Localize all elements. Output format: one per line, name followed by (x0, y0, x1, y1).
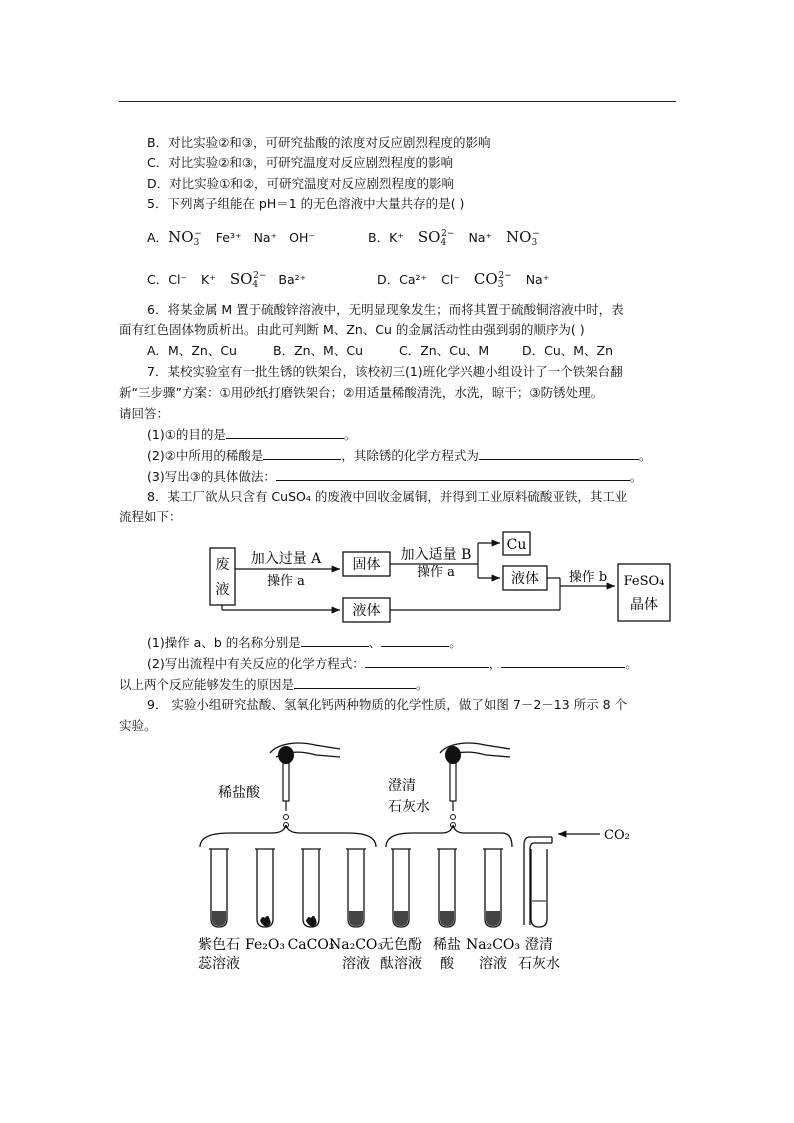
answer-blank (365, 655, 489, 668)
q4-option-d: D．对比实验①和②，可研究温度对反应剧烈程度的影响 (147, 176, 455, 191)
tube-label: 溶液 (342, 956, 370, 972)
test-tube (483, 849, 503, 927)
test-tube (391, 849, 411, 927)
q8-line2: 流程如下： (119, 509, 182, 524)
q5-option-b: B．K⁺ $SO_4^{2-}$ Na⁺ $NO_3^-$ (368, 228, 540, 248)
q8-part1: (1)操作 a、b 的名称分别是 、 。 (147, 635, 462, 650)
test-tube (301, 849, 321, 927)
op-a-label: 操作 a (267, 574, 305, 589)
dropper-label-2a: 澄清 (388, 778, 416, 794)
answer-blank (294, 676, 416, 689)
q7-part2: (2)②中所用的稀酸是 ，其除锈的化学方程式为 。 (147, 448, 652, 463)
q9-line1: 9． 实验小组研究盐酸、氢氧化钙两种物质的化学性质，做了如图 7－2－13 所示 8 个 (147, 697, 628, 712)
q6-option-a: A．M、Zn、Cu (147, 343, 237, 358)
q6-option-d: D．Cu、M、Zn (522, 343, 614, 358)
tube-label: Na₂CO₃ (465, 937, 521, 953)
tube-label: 澄清 (525, 937, 553, 953)
flowchart (200, 530, 680, 630)
test-tube (255, 849, 275, 927)
q6-line2: 面有红色固体物质析出。由此可判断 M、Zn、Cu 的金属活动性由强到弱的顺序为( ) (119, 322, 585, 337)
tube-label: 稀盐 (433, 937, 461, 953)
q7-line1: 7．某校实验室有一批生锈的铁架台，该校初三(1)班化学兴趣小组设计了一个铁架台翻 (147, 364, 623, 379)
tube-label: 酞溶液 (380, 956, 422, 972)
answer-blank (381, 634, 449, 647)
brace-right (386, 825, 512, 847)
add-a-label: 加入过量 A (250, 551, 322, 567)
q7-line3: 请回答： (119, 406, 170, 421)
solid-label: 固体 (352, 557, 381, 573)
tube-label: 紫色石 (198, 937, 240, 953)
tube-label: 蕊溶液 (198, 956, 240, 972)
option-label: B． (368, 230, 390, 245)
tube-label: 溶液 (479, 956, 507, 972)
q7-line2: 新“三步骤”方案：①用砂纸打磨铁架台；②用适量稀酸清洗，水洗，晾干；③防锈处理。 (119, 385, 604, 400)
option-label: A． (147, 230, 169, 245)
tube-label: 石灰水 (518, 956, 560, 972)
dropper-label-2b: 石灰水 (388, 799, 430, 815)
q7-part1: (1)①的目的是 。 (147, 427, 357, 442)
q4-option-b: B．对比实验②和③，可研究盐酸的浓度对反应剧烈程度的影响 (147, 135, 491, 150)
tube-label: CaCO₃ (287, 937, 335, 953)
answer-blank (276, 468, 630, 481)
q6-option-c: C．Zn、Cu、M (399, 343, 490, 358)
co2-label: CO₂ (604, 828, 630, 843)
liquid-label-1: 液体 (511, 571, 539, 587)
q6-option-b: B．Zn、M、Cu (273, 343, 363, 358)
test-tube (209, 849, 229, 927)
answer-blank (501, 655, 625, 668)
cu-label: Cu (506, 537, 527, 553)
waste-label-1: 废 (215, 557, 230, 573)
tube-label: Fe₂O₃ (245, 937, 285, 953)
waste-label-2: 液 (215, 582, 230, 598)
q8-part3: 以上两个反应能够发生的原因是 。 (119, 677, 429, 692)
experiment-figure (190, 735, 650, 985)
op-a2-label: 操作 a (417, 565, 455, 580)
liquid-label-2: 液体 (352, 603, 381, 619)
op-b-label: 操作 b (568, 570, 608, 585)
dropper-hand-1 (270, 743, 340, 827)
test-tube (437, 849, 457, 927)
q5-stem: 5．下列离子组能在 pH＝1 的无色溶液中大量共存的是( ) (147, 196, 465, 211)
co2-tube (524, 834, 600, 925)
tube-label: 酸 (440, 956, 454, 972)
option-label: D． (377, 272, 400, 287)
q5-option-a: A．$NO_3^-$ Fe³⁺ Na⁺ OH⁻ (147, 228, 315, 248)
dropper-label-1: 稀盐酸 (218, 785, 260, 801)
tube-label: Na₂CO₃ (328, 937, 384, 953)
answer-blank (479, 447, 639, 460)
test-tube (346, 849, 366, 927)
q5-option-c: C．Cl⁻ K⁺ $SO_4^{2-}$ Ba²⁺ (147, 270, 307, 290)
dropper-hand-2 (440, 743, 510, 827)
answer-blank (263, 447, 341, 460)
q8-line1: 8．某工厂欲从只含有 CuSO₄ 的废液中回收金属铜，并得到工业原料硫酸亚铁，其工业 (147, 489, 628, 504)
tube-label: 无色酚 (380, 937, 422, 953)
q6-line1: 6．将某金属 M 置于硫酸锌溶液中，无明显现象发生；而将其置于硫酸铜溶液中时，表 (147, 302, 624, 317)
q9-line2: 实验。 (119, 718, 157, 733)
add-b-label: 加入适量 B (400, 547, 472, 563)
test-tube (531, 849, 547, 927)
q7-part3: (3)写出③的具体做法： 。 (147, 469, 643, 484)
option-label: C． (147, 272, 169, 287)
product-label-1: FeSO₄ (623, 574, 665, 589)
answer-blank (226, 426, 344, 439)
q8-part2: (2)写出流程中有关反应的化学方程式： ， 。 (147, 656, 638, 671)
brace-left (200, 825, 376, 847)
q4-option-c: C．对比实验②和③，可研究温度对反应剧烈程度的影响 (147, 155, 454, 170)
q5-option-d: D．Ca²⁺ Cl⁻ $CO_3^{2-}$ Na⁺ (377, 270, 550, 290)
product-label-2: 晶体 (630, 597, 658, 613)
header-rule (119, 101, 676, 102)
answer-blank (301, 634, 369, 647)
